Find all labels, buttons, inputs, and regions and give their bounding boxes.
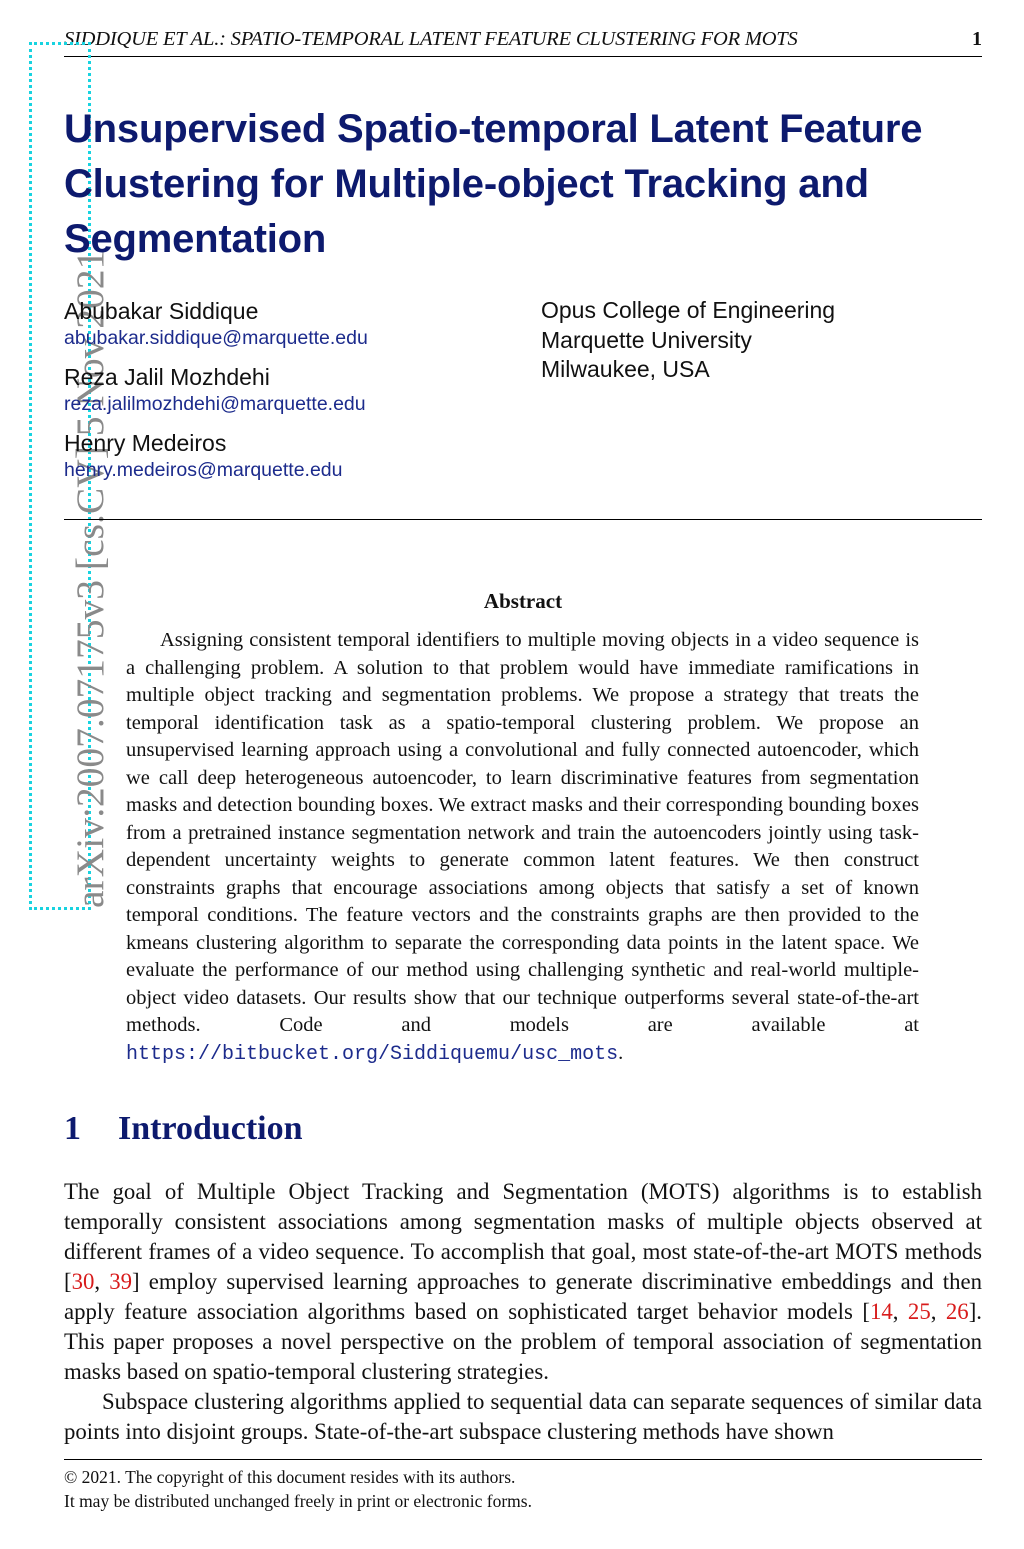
affiliation xyxy=(541,296,835,385)
citation-link[interactable]: 30 xyxy=(71,1269,95,1294)
intro-text: ] employ supervised learning approaches to generate discriminative embeddings and then apply feature association algorithms based on sophisticated target behavior models [ xyxy=(64,1269,982,1324)
section-number: 1 xyxy=(64,1110,81,1147)
author-name: Abubakar Siddique xyxy=(64,298,259,324)
citation-separator: , xyxy=(892,1299,908,1324)
author-entry xyxy=(64,296,504,351)
author-name: Henry Medeiros xyxy=(64,430,227,456)
distribution-line: It may be distributed unchanged freely in print or electronic forms. xyxy=(64,1491,532,1511)
intro-paragraph xyxy=(64,1177,982,1387)
citation-link[interactable]: 14 xyxy=(869,1299,893,1324)
header-divider xyxy=(64,519,982,520)
copyright-line: © 2021. The copyright of this document resides with its authors. xyxy=(64,1467,516,1487)
citation-separator: , xyxy=(930,1299,946,1324)
copyright-footer xyxy=(64,1465,532,1513)
intro-text: The goal of Multiple Object Tracking and Segmentation (MOTS) algorithms is to establish temporally consistent associations among segmentation masks of multiple objects observed at different frames of a video sequence. To accomplish that goal, most state-of-the-art MOTS methods [ xyxy=(64,1179,982,1294)
code-repository-link[interactable]: https://bitbucket.org/Siddiquemu/usc_mots xyxy=(126,1042,619,1066)
author-entry xyxy=(64,362,504,417)
citation-link[interactable]: 39 xyxy=(109,1269,133,1294)
affiliation-college: Opus College of Engineering xyxy=(541,297,836,323)
abstract-heading: Abstract xyxy=(483,589,563,613)
affiliation-university: Marquette University xyxy=(541,326,752,353)
citation-link[interactable]: 26 xyxy=(945,1299,969,1324)
footer-divider xyxy=(64,1459,982,1460)
author-entry xyxy=(64,428,504,483)
introduction-body xyxy=(64,1177,982,1447)
author-email-link[interactable]: henry.medeiros@marquette.edu xyxy=(64,459,343,481)
arxiv-identifier[interactable]: arXiv:2007.07175v3 [cs.CV] 5 Nov 2021 xyxy=(68,249,112,908)
section-title: Introduction xyxy=(118,1110,303,1147)
intro-paragraph: Subspace clustering algorithms applied to sequential data can separate sequences of similar data points into disjoint groups. State-of-the-art subspace clustering methods have shown xyxy=(64,1389,982,1444)
abstract-body: Assigning consistent temporal identifiers to multiple moving objects in a video sequence is a challenging problem. A solution to that problem would have immediate ramifications in multiple object tracking and segmentation problems. We propose a strategy that treats the temporal identification task as a spatio-temporal clustering problem. We propose an unsupervised learning approach using a convolutional and fully connected autoencoder, which we call deep heterogeneous autoencoder, to learn discriminative features from segmentation masks and detection bounding boxes. We extract masks and their corresponding bounding boxes from a pretrained instance segmentation network and train the autoencoders jointly using task-dependent uncertainty weights to generate common latent features. We then construct constraints graphs that encourage associations among objects that satisfy a set of known temporal conditions. The feature vectors and the constraints graphs are then provided to the kmeans clustering algorithm to separate the corresponding data points in the latent space. We evaluate the performance of our method using challenging synthetic and real-world multiple-object video datasets. Our results show that our technique outperforms several state-of-the-art methods. Code and models are available at xyxy=(126,629,919,1036)
author-name: Reza Jalil Mozhdehi xyxy=(64,364,270,390)
intro-text: ]. This paper proposes a novel perspective on the problem of temporal association of segmentation masks based on spatio-temporal clustering strategies. xyxy=(64,1299,982,1384)
paper-title: Unsupervised Spatio-temporal Latent Feature Clustering for Multiple-object Tracking and Segmentation xyxy=(64,107,923,261)
citation-separator: , xyxy=(94,1269,110,1294)
running-header xyxy=(64,26,982,57)
author-email-link[interactable]: abubakar.siddique@marquette.edu xyxy=(64,327,368,349)
abstract-text xyxy=(126,627,919,1068)
page-number: 1 xyxy=(972,28,982,50)
author-email-link[interactable]: reza.jalilmozhdehi@marquette.edu xyxy=(64,393,366,415)
section-heading xyxy=(64,1110,303,1148)
citation-link[interactable]: 25 xyxy=(907,1299,931,1324)
author-list xyxy=(64,296,504,494)
abstract-end: . xyxy=(618,1041,624,1064)
affiliation-location: Milwaukee, USA xyxy=(541,356,710,382)
running-title: SIDDIQUE ET AL.: SPATIO-TEMPORAL LATENT FEATURE CLUSTERING FOR MOTS xyxy=(64,28,798,50)
